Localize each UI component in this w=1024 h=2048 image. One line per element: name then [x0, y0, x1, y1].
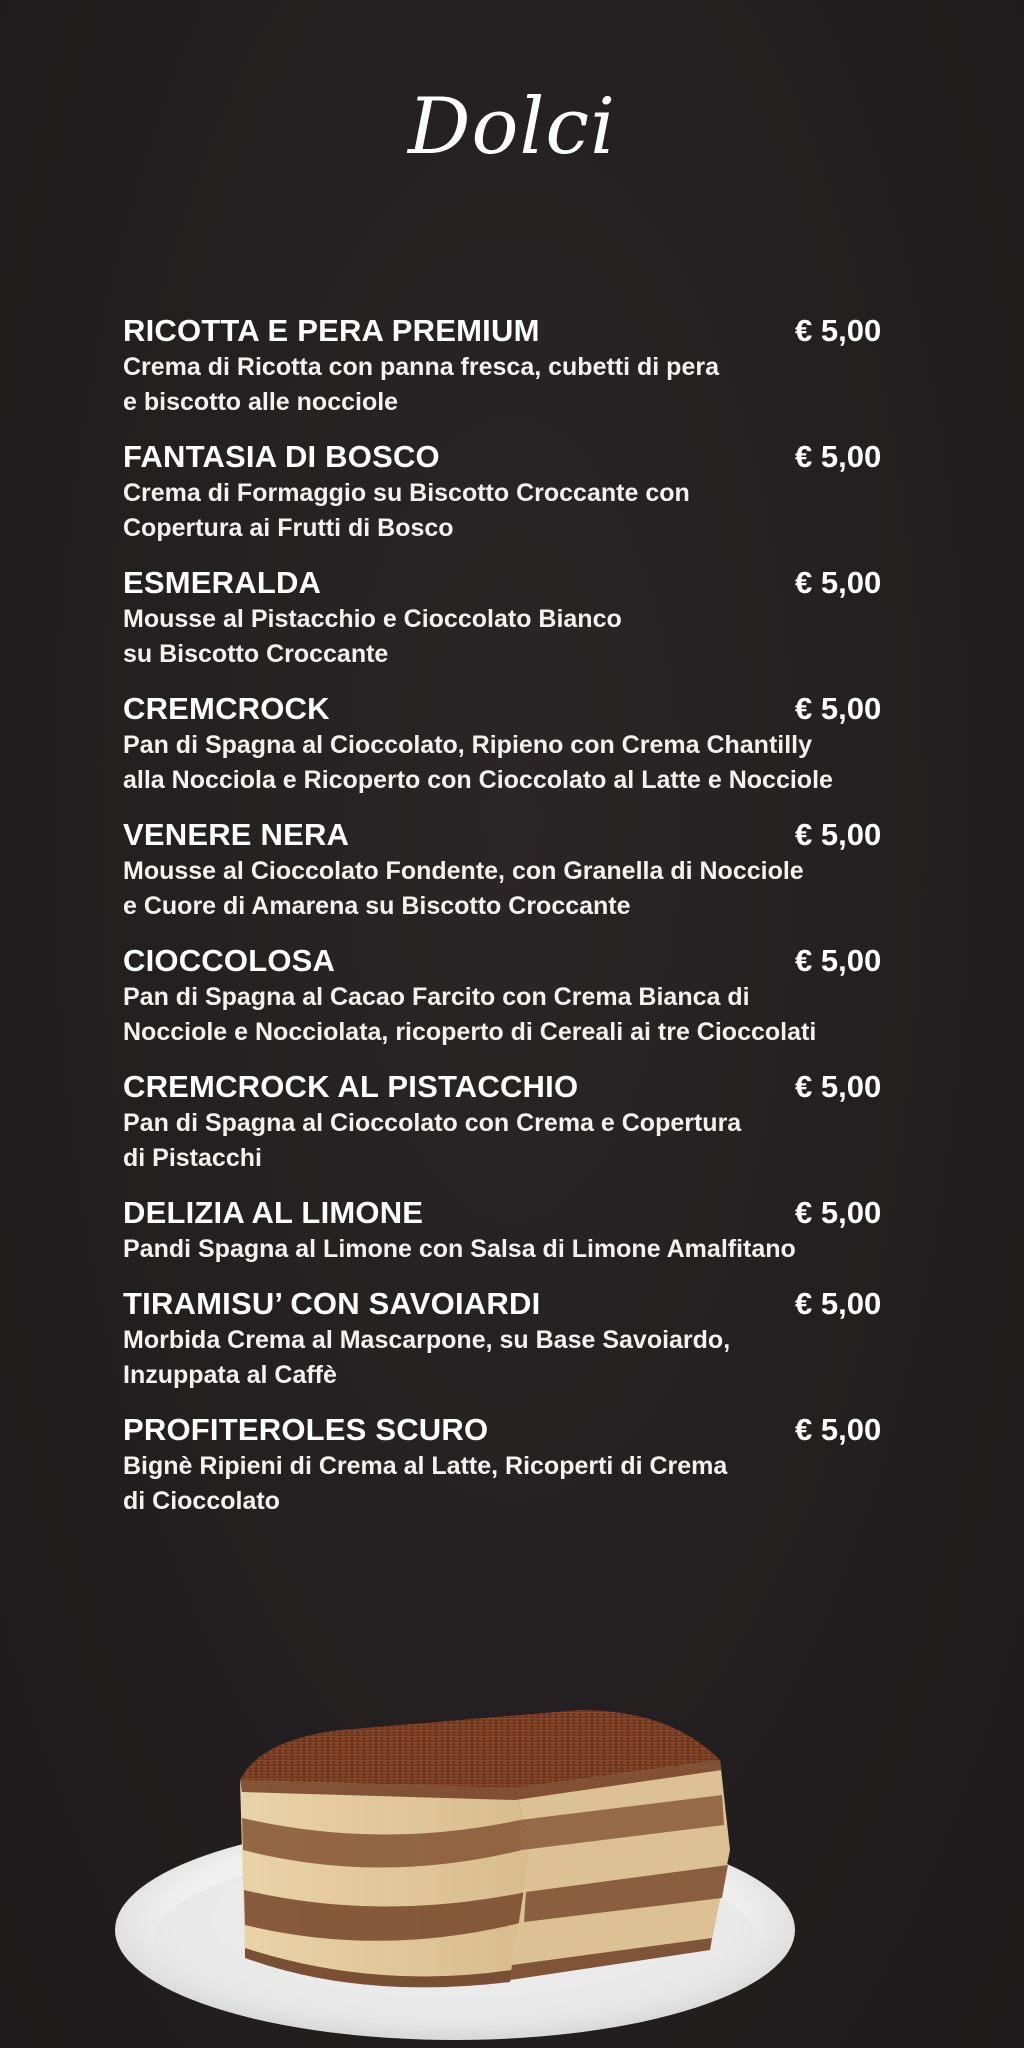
menu-item — [123, 1285, 903, 1393]
menu-item-price: € 5,00 — [795, 1069, 882, 1104]
menu-item-header — [123, 1285, 903, 1323]
menu-item — [123, 1411, 903, 1519]
page-title: Dolci — [407, 82, 617, 172]
menu-item-description: Pan di Spagna al Cioccolato con Crema e Copertura di Pistacchi — [123, 1109, 742, 1172]
menu-item — [123, 1194, 903, 1267]
menu-item — [123, 438, 903, 546]
menu-item-price: € 5,00 — [795, 691, 882, 726]
tiramisu-front — [240, 1780, 530, 1986]
menu-item — [123, 1068, 903, 1176]
menu-item-description: Crema di Formaggio su Biscotto Croccante con Copertura ai Frutti di Bosco — [123, 479, 690, 542]
menu-item-description: Pan di Spagna al Cioccolato, Ripieno con Crema Chantilly alla Nocciola e Ricoperto con Cioccolato al Latte e Nocciole — [123, 731, 833, 794]
menu-item-price: € 5,00 — [795, 439, 882, 474]
menu-item-description: Bignè Ripieni di Crema al Latte, Ricoperti di Crema di Cioccolato — [123, 1452, 728, 1515]
menu-item-name: ESMERALDA — [123, 565, 322, 600]
menu-item-header — [123, 312, 903, 350]
menu-item-header — [123, 564, 903, 602]
menu-item-name: CREMCROCK — [123, 691, 330, 726]
menu-item-price: € 5,00 — [795, 565, 882, 600]
menu-item-price: € 5,00 — [795, 313, 882, 348]
menu-item-price: € 5,00 — [795, 1195, 882, 1230]
menu-item-name: CREMCROCK AL PISTACCHIO — [123, 1069, 579, 1104]
menu-item-name: RICOTTA E PERA PREMIUM — [123, 313, 540, 348]
menu-item — [123, 312, 903, 420]
menu-item — [123, 816, 903, 924]
menu-item-price: € 5,00 — [795, 943, 882, 978]
dessert-menu-list — [123, 312, 903, 1537]
menu-item-name: TIRAMISU’ CON SAVOIARDI — [123, 1286, 541, 1321]
menu-item-name: FANTASIA DI BOSCO — [123, 439, 440, 474]
menu-item-name: VENERE NERA — [123, 817, 350, 852]
menu-item-header — [123, 1411, 903, 1449]
menu-item-description: Morbida Crema al Mascarpone, su Base Savoiardo, Inzuppata al Caffè — [123, 1326, 731, 1389]
tiramisu-image — [110, 1700, 810, 2040]
menu-item-header — [123, 816, 903, 854]
menu-item-price: € 5,00 — [795, 1286, 882, 1321]
menu-item-name: CIOCCOLOSA — [123, 943, 336, 978]
menu-item-description: Crema di Ricotta con panna fresca, cubetti di pera e biscotto alle nocciole — [123, 353, 719, 416]
menu-item-description: Pandi Spagna al Limone con Salsa di Limone Amalfitano — [123, 1235, 796, 1263]
menu-item — [123, 942, 903, 1050]
menu-item — [123, 564, 903, 672]
menu-item-header — [123, 438, 903, 476]
menu-item-name: DELIZIA AL LIMONE — [123, 1195, 424, 1230]
menu-item-price: € 5,00 — [795, 1412, 882, 1447]
menu-item-description: Pan di Spagna al Cacao Farcito con Crema Bianca di Nocciole e Nocciolata, ricoperto di Cereali ai tre Cioccolati — [123, 983, 817, 1046]
menu-item-header — [123, 1194, 903, 1232]
menu-item-description: Mousse al Pistacchio e Cioccolato Bianco su Biscotto Croccante — [123, 605, 622, 668]
menu-item-name: PROFITEROLES SCURO — [123, 1412, 489, 1447]
menu-item-description: Mousse al Cioccolato Fondente, con Granella di Nocciole e Cuore di Amarena su Biscotto Croccante — [123, 857, 804, 920]
menu-item-header — [123, 942, 903, 980]
menu-item-header — [123, 690, 903, 728]
menu-item-header — [123, 1068, 903, 1106]
menu-item — [123, 690, 903, 798]
menu-item-price: € 5,00 — [795, 817, 882, 852]
